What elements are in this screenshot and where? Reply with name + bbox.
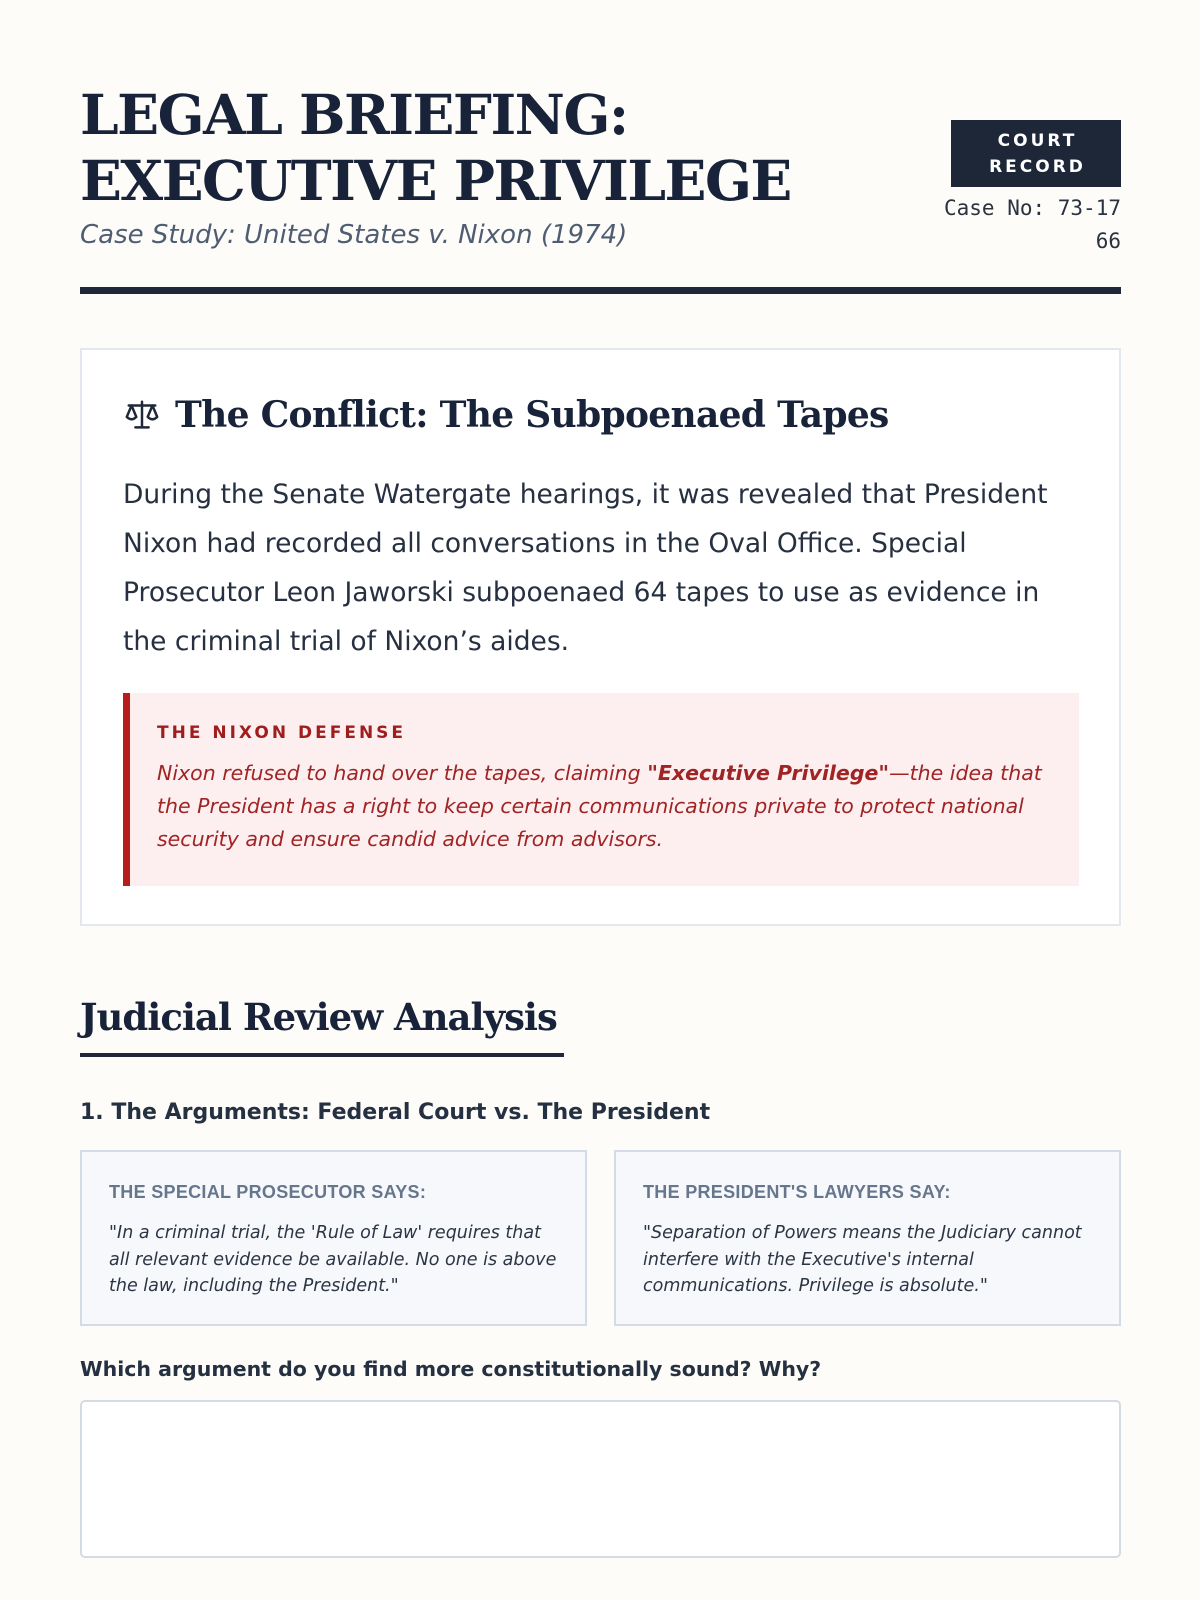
callout-emphasis: "Executive Privilege" — [647, 761, 890, 785]
question-1-heading: 1. The Arguments: Federal Court vs. The President — [80, 1100, 711, 1125]
prosecutor-argument-label: THE SPECIAL PROSECUTOR SAYS: — [109, 1182, 427, 1202]
document-title: LEGAL BRIEFING: EXECUTIVE PRIVILEGE — [80, 82, 791, 213]
conflict-heading-text: The Conflict: The Subpoenaed Tapes — [175, 394, 889, 436]
nixon-defense-callout — [123, 693, 1079, 886]
president-argument-card — [614, 1150, 1121, 1326]
document-header — [80, 82, 1121, 292]
president-argument-quote: "Separation of Powers means the Judiciary cannot interfere with the Executive's internal communications. Privilege is absolute." — [643, 1223, 1082, 1296]
prosecutor-argument-card — [80, 1150, 587, 1326]
conflict-body: During the Senate Watergate hearings, it was revealed that President Nixon had recorded all conversations in the Oval Office. Special Prosecutor Leon Jaworski subpoenaed 64 tapes to use as evidence in the criminal trial of Nixon’s aides. — [123, 479, 1048, 657]
conflict-card — [80, 348, 1121, 926]
court-record-badge: COURT RECORD — [951, 120, 1121, 187]
document-subtitle: Case Study: United States v. Nixon (1974) — [80, 220, 628, 250]
callout-label: THE NIXON DEFENSE — [157, 723, 407, 743]
section-underline — [80, 1053, 564, 1057]
callout-text-before: Nixon refused to hand over the tapes, claiming — [157, 761, 648, 785]
header-divider — [80, 287, 1121, 294]
scales-of-justice-icon — [123, 396, 161, 434]
callout-text-after: —the idea that the President has a right to keep certain communications private to protect national security and ensure candid advice from advisors. — [157, 761, 1042, 851]
section-title: Judicial Review Analysis — [80, 995, 557, 1039]
response-textarea[interactable] — [80, 1400, 1121, 1558]
callout-text — [157, 757, 1057, 856]
case-number: Case No: 73-1766 — [943, 196, 1121, 253]
prosecutor-argument-quote: "In a criminal trial, the 'Rule of Law' requires that all relevant evidence be available. No one is above the law, including the President." — [109, 1223, 557, 1296]
response-prompt: Which argument do you find more constitutionally sound? Why? — [80, 1357, 822, 1381]
conflict-heading — [123, 394, 889, 436]
president-argument-label: THE PRESIDENT'S LAWYERS SAY: — [643, 1182, 951, 1202]
